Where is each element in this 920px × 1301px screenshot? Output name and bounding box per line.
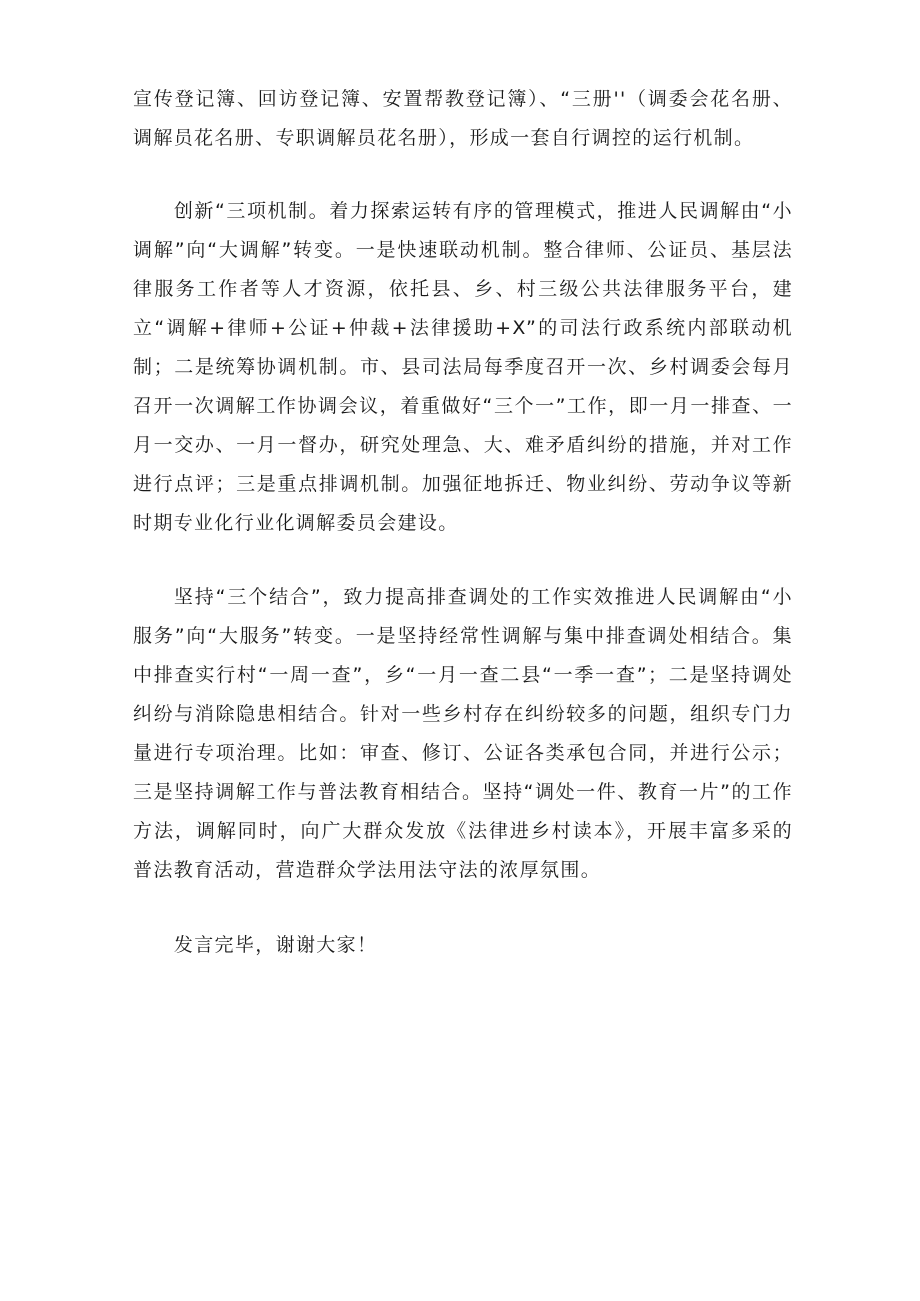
paragraph-closing: 发言完毕，谢谢大家！: [173, 934, 378, 956]
paragraph-three-combinations: 坚持“三个结合”，致力提高排查调处的工作实效推进人民调解由“小服务”向“大服务”转变。一是坚持经常性调解与集中排查调处相结合。集中排查实行村“一周一查”，乡“一月一查二县“一季一查”；二是坚持调处纠纷与消除隐患相结合。针对一些乡村存在纠纷较多的问题，组织专门力量进行专项治理。比如：审查、修订、公证各类承包合同，并进行公示；三是坚持调解工作与普法教育相结合。坚持“调处一件、教育一片”的工作方法，调解同时，向广大群众发放《法律进乡村读本》，开展丰富多采的普法教育活动，营造群众学法用法守法的浓厚氛围。: [133, 586, 793, 881]
paragraph-three-mechanisms: 创新“三项机制。着力探索运转有序的管理模式，推进人民调解由“小调解”向“大调解”转变。一是快速联动机制。整合律师、公证员、基层法律服务工作者等人才资源，依托县、乡、村三级公共法律服务平台，建立“调解+律师+公证+仲裁+法律援助+X”的司法行政系统内部联动机制；二是统筹协调机制。市、县司法局每季度召开一次、乡村调委会每月召开一次调解工作协调会议，着重做好“三个一”工作，即一月一排查、一月一交办、一月一督办，研究处理急、大、难矛盾纠纷的措施，并对工作进行点评；三是重点排调机制。加强征地拆迁、物业纠纷、劳动争议等新时期专业化行业化调解委员会建设。: [133, 200, 793, 534]
document-page: [133, 80, 793, 965]
paragraph-registers-continuation: 宣传登记簿、回访登记簿、安置帮教登记簿）、“三册''（调委会花名册、调解员花名册、专职调解员花名册），形成一套自行调控的运行机制。: [133, 88, 793, 149]
